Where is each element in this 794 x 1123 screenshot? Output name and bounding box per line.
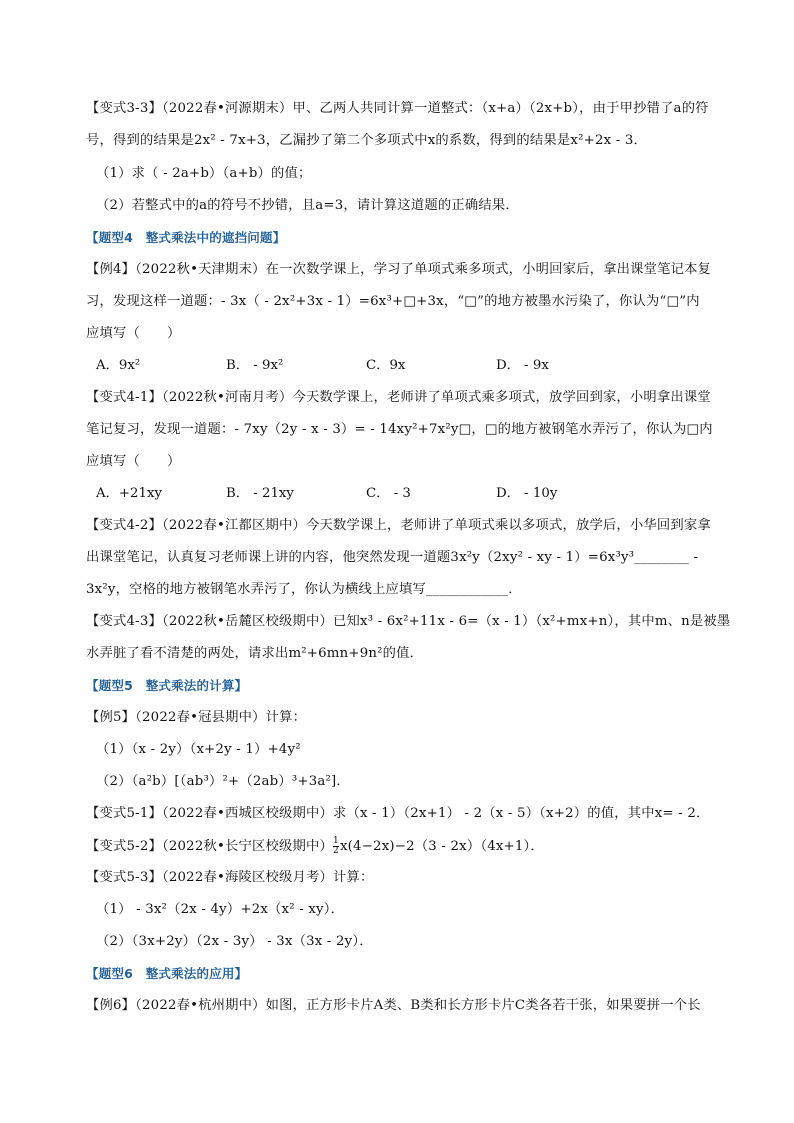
- section-heading: 【题型4 整式乘法中的遮挡问题】: [86, 230, 286, 245]
- text-line: 【例6】（2022春•杭州期中）如图，正方形卡片A类、B类和长方形卡片C类各若干张，如果要拼一个长: [86, 998, 701, 1013]
- option-d: D． - 9x: [496, 358, 549, 373]
- text-line: 【变式3-3】（2022春•河源期末）甲、乙两人共同计算一道整式：（x+a）（2x+b），由于甲抄错了a的符: [86, 101, 709, 116]
- fraction-denominator: 2: [333, 846, 339, 856]
- text-line: （2）（a²b）[（ab³）²+（2ab）³+3a²]．: [96, 774, 350, 789]
- text-line: 【例4】（2022秋•天津期末）在一次数学课上，学习了单项式乘多项式，小明回家后，拿出课堂笔记本复: [86, 262, 712, 277]
- text-line: 【例5】（2022春•冠县期中）计算：: [86, 710, 307, 725]
- option-b: B． - 9x²: [226, 358, 284, 373]
- text-line: 【变式4-1】（2022秋•河南月考）今天数学课上，老师讲了单项式乘多项式，放学回到家，小明拿出课堂: [86, 390, 711, 405]
- section-heading: 【题型5 整式乘法的计算】: [86, 678, 248, 693]
- text-line: （1）（x - 2y）（x+2y - 1）+4y²: [96, 742, 301, 757]
- option-c: C． - 3: [366, 486, 411, 501]
- section-heading: 【题型6 整式乘法的应用】: [86, 966, 248, 981]
- text-line: 【变式5-3】（2022春•海陵区校级月考）计算：: [86, 870, 374, 885]
- text-line: [86, 837, 544, 856]
- fraction: [333, 837, 339, 856]
- text-line: （2）（3x+2y）（2x - 3y） - 3x（3x - 2y）．: [96, 934, 373, 949]
- text-line: 【变式5-1】（2022春•西城区校级期中）求（x - 1）（2x+1） - 2（x - 5）（x+2）的值，其中x= - 2．: [86, 806, 710, 821]
- line-suffix: x(4−2x)−2（3 - 2x）（4x+1）．: [339, 839, 544, 854]
- line-prefix: 【变式5-2】（2022秋•长宁区校级期中）: [86, 839, 334, 854]
- option-d: D． - 10y: [496, 486, 558, 501]
- text-line: 水弄脏了看不清楚的两处，请求出m²+6mn+9n²的值．: [86, 646, 424, 661]
- option-c: C．9x: [366, 358, 406, 373]
- option-a: A．+21xy: [96, 486, 162, 501]
- text-line: 号，得到的结果是2x² - 7x+3，乙漏抄了第二个多项式中x的系数，得到的结果是x²+2x - 3．: [86, 133, 648, 148]
- option-b: B． - 21xy: [226, 486, 294, 501]
- text-line: 出课堂笔记，认真复习老师课上讲的内容，他突然发现一道题3x²y（2xy² - xy - 1）=6x³y³________ -: [86, 550, 699, 565]
- text-line: （1） - 3x²（2x - 4y）+2x（x² - xy）．: [96, 902, 345, 917]
- text-line: 应填写（ ）: [86, 326, 181, 341]
- text-line: 3x²y，空格的地方被钢笔水弄污了，你认为横线上应填写____________．: [86, 582, 522, 597]
- text-line: 习，发现这样一道题：- 3x（ - 2x²+3x - 1）=6x³+□+3x，“□”的地方被墨水污染了，你认为“□”内: [86, 294, 700, 309]
- option-a: A．9x²: [96, 358, 141, 373]
- text-line: 笔记复习，发现一道题：- 7xy（2y - x - 3）= - 14xy²+7x²y□，□的地方被钢笔水弄污了，你认为□内: [86, 422, 713, 437]
- text-line: 应填写（ ）: [86, 454, 181, 469]
- text-line: （1）求（ - 2a+b）（a+b）的值；: [96, 166, 312, 181]
- text-line: （2）若整式中的a的符号不抄错，且a=3，请计算这道题的正确结果．: [96, 198, 519, 213]
- text-line: 【变式4-3】（2022秋•岳麓区校级期中）已知x³ - 6x²+11x - 6=（x - 1）（x²+mx+n），其中m、n是被墨: [86, 614, 731, 629]
- text-line: 【变式4-2】（2022春•江都区期中）今天数学课上，老师讲了单项式乘以多项式，放学后，小华回到家拿: [86, 518, 711, 533]
- fraction-numerator: 1: [333, 836, 339, 846]
